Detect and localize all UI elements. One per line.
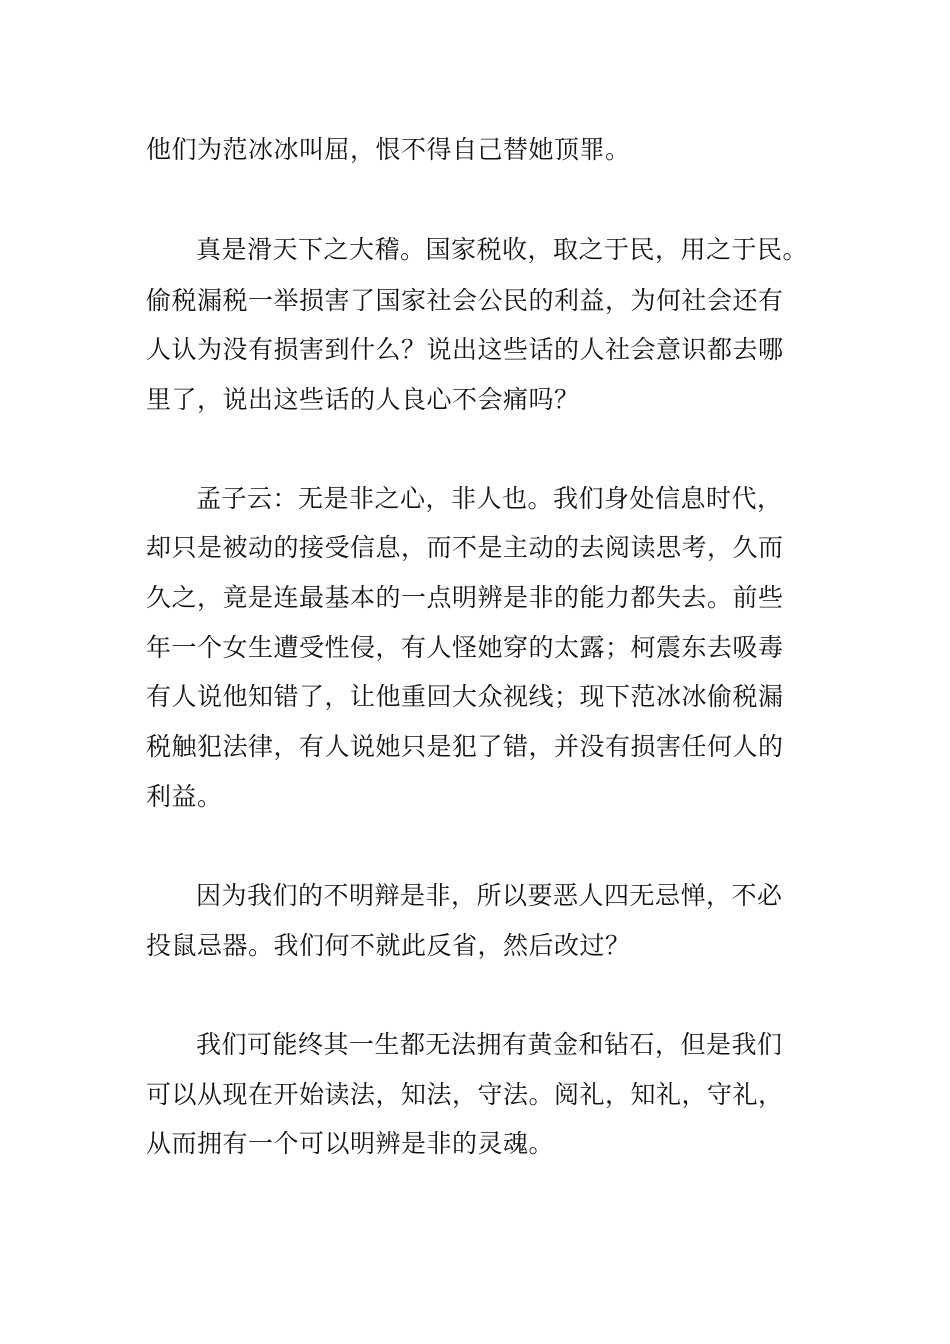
text-line: 年一个女生遭受性侵，有人怪她穿的太露；柯震东去吸毒 bbox=[146, 633, 784, 662]
text-line: 真是滑天下之大稽。国家税收，取之于民，用之于民。 bbox=[196, 235, 809, 264]
text-line: 我们可能终其一生都无法拥有黄金和钻石，但是我们 bbox=[196, 1030, 783, 1059]
text-line: 人认为没有损害到什么？说出这些话的人社会意识都去哪 bbox=[146, 335, 784, 364]
text-line: 从而拥有一个可以明辨是非的灵魂。 bbox=[146, 1129, 555, 1158]
text-line: 有人说他知错了，让他重回大众视线；现下范冰冰偷税漏 bbox=[146, 682, 784, 711]
text-line: 孟子云：无是非之心，非人也。我们身处信息时代， bbox=[196, 484, 783, 513]
text-line: 投鼠忌器。我们何不就此反省，然后改过？ bbox=[146, 931, 631, 960]
text-line: 里了，说出这些话的人良心不会痛吗？ bbox=[146, 385, 580, 414]
text-line: 却只是被动的接受信息，而不是主动的去阅读思考，久而 bbox=[146, 533, 784, 562]
text-line: 他们为范冰冰叫屈，恨不得自己替她顶罪。 bbox=[146, 135, 631, 164]
text-line: 久之，竟是连最基本的一点明辨是非的能力都失去。前些 bbox=[146, 583, 784, 612]
text-line: 可以从现在开始读法，知法，守法。阅礼，知礼，守礼， bbox=[146, 1080, 784, 1109]
text-line: 税触犯法律，有人说她只是犯了错，并没有损害任何人的 bbox=[146, 732, 784, 761]
text-line: 偷税漏税一举损害了国家社会公民的利益，为何社会还有 bbox=[146, 286, 784, 315]
text-line: 因为我们的不明辩是非，所以要恶人四无忌惮，不必 bbox=[196, 881, 783, 910]
text-line: 利益。 bbox=[146, 782, 223, 811]
